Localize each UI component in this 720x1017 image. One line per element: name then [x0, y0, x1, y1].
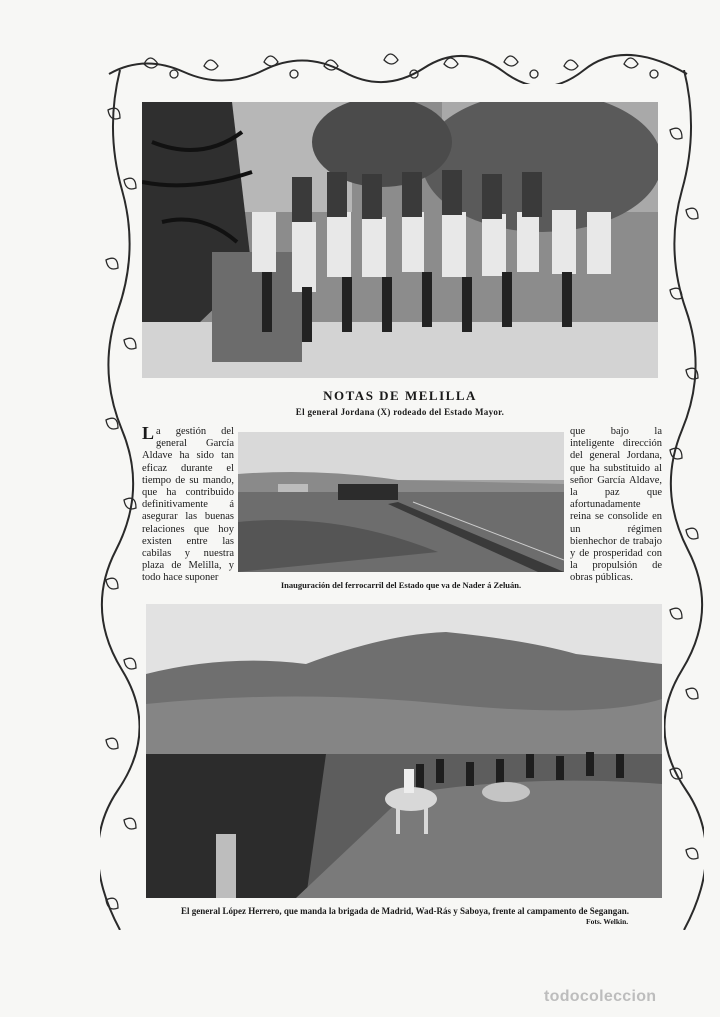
photo-credit: Fots. Welkin. — [586, 917, 629, 926]
photo-general-field-camp — [146, 604, 662, 898]
vine-border-top — [104, 44, 692, 84]
photo-caption-officers: El general Jordana (X) rodeado del Estado Mayor. — [295, 407, 505, 417]
vine-border-left — [100, 70, 140, 930]
vine-border-right — [664, 70, 704, 930]
photo-caption-general-lopez-herrero: El general López Herrero, que manda la brigada de Madrid, Wad-Rás y Saboya, frente al campamento de Segangan. — [180, 906, 630, 916]
photo-railway-inauguration — [238, 432, 564, 572]
photo-caption-railway: Inauguración del ferrocarril del Estado que va de Nader á Zeluán. — [280, 580, 522, 590]
text-column-left-body: a gestión del general García Aldave ha sido tan eficaz durante el tiempo de su mando, que ha contribuido definitivamente á asegurar las buenas relaciones que hoy existen entre las cabilas y nuestra plaza de Melilla, y todo hace suponer — [142, 426, 234, 584]
watermark-logo: todocoleccion — [544, 988, 657, 1005]
text-column-right: que bajo la inteligente dirección del general Jordana, que ha substituido al señor García Aldave, la paz que afortunadamente reina se consolide en un régimen bienhechor de trabajo y de prosperidad con la propulsión de obras públicas. — [570, 426, 662, 584]
photo-officers-group — [142, 102, 658, 378]
article-title: NOTAS DE MELILLA — [323, 388, 477, 403]
drop-cap: L — [142, 423, 155, 443]
text-column-left — [142, 423, 234, 585]
